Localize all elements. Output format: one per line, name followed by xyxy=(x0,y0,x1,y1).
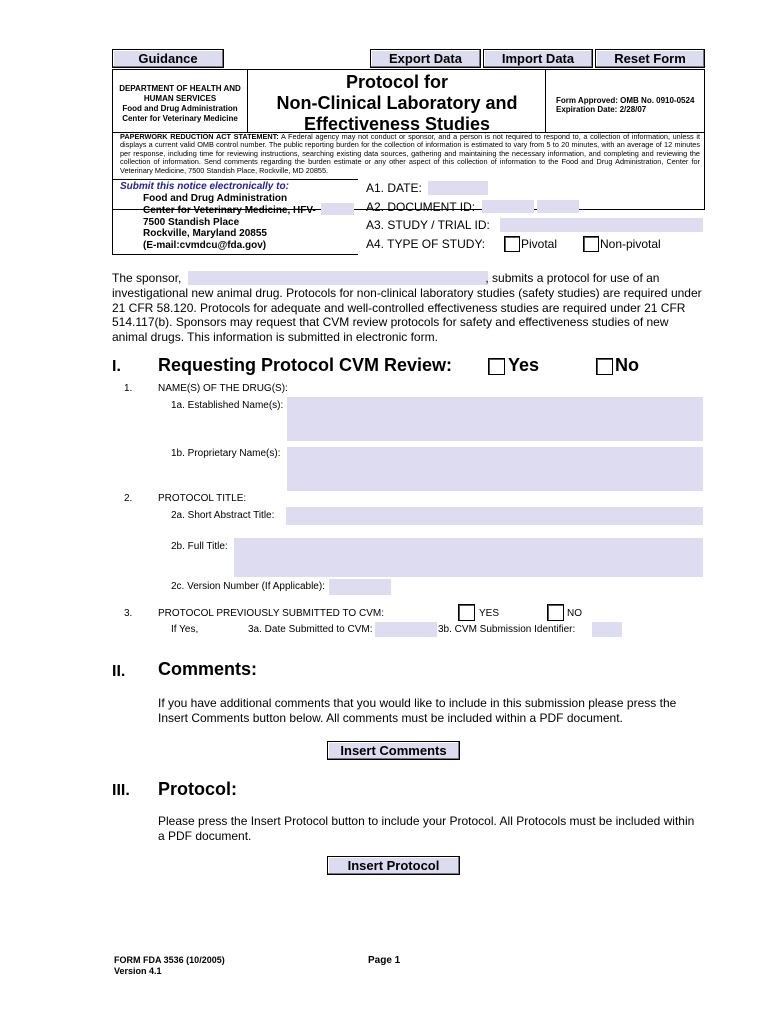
item2-number: 2. xyxy=(124,493,133,504)
paperwork-statement xyxy=(120,133,700,175)
nonpivotal-checkbox[interactable] xyxy=(583,236,599,252)
submit-heading: Submit this notice electronically to: xyxy=(120,181,289,192)
dept-line1: DEPARTMENT OF HEALTH AND xyxy=(119,84,241,93)
section3-number: III. xyxy=(112,782,130,799)
title-line3: Effectiveness Studies xyxy=(303,114,491,134)
insert-comments-button[interactable]: Insert Comments xyxy=(327,741,460,760)
submit-line1: Food and Drug Administration xyxy=(143,193,288,204)
submitted-yes-label: YES xyxy=(479,608,500,619)
reset-form-button[interactable]: Reset Form xyxy=(595,49,705,68)
omb-number: Form Approved: OMB No. 0910-0524 xyxy=(556,96,695,105)
form-version: Version 4.1 xyxy=(114,966,162,976)
guidance-button[interactable]: Guidance xyxy=(112,49,224,68)
pivotal-checkbox[interactable] xyxy=(504,236,520,252)
section2-title: Comments: xyxy=(158,659,258,679)
dept-line2: HUMAN SERVICES xyxy=(143,94,217,103)
item3-label: PROTOCOL PREVIOUSLY SUBMITTED TO CVM: xyxy=(158,608,384,619)
title-line2: Non-Clinical Laboratory and xyxy=(276,93,518,113)
import-data-button[interactable]: Import Data xyxy=(483,49,593,68)
study-id-field[interactable] xyxy=(500,218,703,232)
full-title-label: 2b. Full Title: xyxy=(171,541,228,552)
submit-line4: Rockville, Maryland 20855 xyxy=(143,228,267,240)
review-no-checkbox[interactable] xyxy=(596,358,613,375)
document-id-field-1[interactable] xyxy=(482,200,534,213)
review-yes-checkbox[interactable] xyxy=(488,358,505,375)
insert-protocol-button[interactable]: Insert Protocol xyxy=(327,856,460,875)
section3-title: Protocol: xyxy=(158,779,237,799)
date-submitted-label: 3a. Date Submitted to CVM: xyxy=(248,624,373,635)
submit-line5: (E-mail:cvmdcu@fda.gov) xyxy=(143,240,267,252)
study-type-label: A4. TYPE OF STUDY: xyxy=(366,237,486,251)
expiration-date: Expiration Date: 2/28/07 xyxy=(556,105,647,114)
date-submitted-field[interactable] xyxy=(375,622,437,637)
document-id-label: A2. DOCUMENT ID: xyxy=(366,200,476,214)
if-yes-label: If Yes, xyxy=(171,624,199,635)
comments-instructions: If you have additional comments that you would like to include in this submission please press the Insert Comments button below. All comments must be included within a PDF document. xyxy=(158,696,677,725)
item2-label: PROTOCOL TITLE: xyxy=(158,493,247,504)
header-divider-left xyxy=(247,69,248,132)
short-title-label: 2a. Short Abstract Title: xyxy=(171,510,275,521)
short-title-field[interactable] xyxy=(286,507,703,525)
date-label: A1. DATE: xyxy=(366,181,422,195)
submit-line3: 7500 Standish Place xyxy=(143,216,240,228)
page-number: Page 1 xyxy=(368,955,401,966)
form-number: FORM FDA 3536 (10/2005) xyxy=(114,955,225,965)
item3-number: 3. xyxy=(124,608,133,619)
footer-form-info xyxy=(114,955,225,977)
submission-id-label: 3b. CVM Submission Identifier: xyxy=(438,624,576,635)
full-title-field[interactable] xyxy=(234,538,703,577)
pivotal-label: Pivotal xyxy=(521,237,558,251)
section2-number: II. xyxy=(112,663,126,680)
version-number-field[interactable] xyxy=(329,579,391,595)
paperwork-heading: PAPERWORK REDUCTION ACT STATEMENT: xyxy=(120,132,279,141)
submit-line2: Center for Veterinary Medicine, HFV- xyxy=(143,204,316,216)
item1-label: NAME(S) OF THE DRUG(S): xyxy=(158,383,288,394)
sponsor-prefix: The sponsor, xyxy=(112,271,182,285)
hfv-number-field[interactable] xyxy=(321,203,354,215)
submitted-yes-checkbox[interactable] xyxy=(458,604,475,621)
sponsor-text: , submits a protocol for use of an investigational new animal drug. Protocols for non-clinical laboratory studies (safety studies) are required under 21 CFR 58.120. Protocols for adequate and well-controlled effectiveness studies are required under 21 CFR 514.117(b). Sponsors may request that CVM review protocols for safety and effectiveness studies of new animal drugs. This information is submitted in electronic form. xyxy=(112,271,702,345)
established-name-field[interactable] xyxy=(287,397,703,441)
submit-address xyxy=(143,193,316,252)
study-id-label: A3. STUDY / TRIAL ID: xyxy=(366,218,490,232)
dept-line3: Food and Drug Administration xyxy=(122,104,238,113)
paperwork-text: A Federal agency may not conduct or sponsor, and a person is not required to respond to, a collection of information, unless it displays a current valid OMB control number. The public reporting burden for the collection of information is estimated to vary from 5 to 20 minutes, with an average of 12 minutes per response, including time for reviewing instructions, searching existing data sources, gathering and maintaining the necessary information, and completing and reviewing the collection of information. Send comments regarding the burden estimate or any other aspect of this collection of information to the Food and Drug Administration, Center for Veterinary Medicine, 7500 Standish Place, Rockville, MD 20855. xyxy=(120,132,700,175)
submitted-no-label: NO xyxy=(567,608,582,619)
department-block xyxy=(114,84,246,124)
proprietary-name-field[interactable] xyxy=(287,447,703,491)
submitted-no-checkbox[interactable] xyxy=(547,604,564,621)
export-data-button[interactable]: Export Data xyxy=(370,49,481,68)
document-id-field-2[interactable] xyxy=(537,200,579,213)
review-yes-label: Yes xyxy=(508,355,540,375)
established-name-label: 1a. Established Name(s): xyxy=(171,400,284,411)
date-field[interactable] xyxy=(428,181,488,195)
protocol-instructions: Please press the Insert Protocol button to include your Protocol. All Protocols must be included within a PDF document. xyxy=(158,814,695,843)
section1-title: Requesting Protocol CVM Review: xyxy=(158,355,453,375)
version-number-label: 2c. Version Number (If Applicable): xyxy=(171,581,325,592)
item1-number: 1. xyxy=(124,383,133,394)
dept-line4: Center for Veterinary Medicine xyxy=(122,114,238,123)
submission-id-field[interactable] xyxy=(592,622,622,637)
title-line1: Protocol for xyxy=(346,72,448,92)
header-divider-right xyxy=(545,69,546,132)
section1-number: I. xyxy=(112,358,121,375)
omb-block xyxy=(556,96,694,114)
sponsor-paragraph xyxy=(112,271,702,345)
proprietary-name-label: 1b. Proprietary Name(s): xyxy=(171,448,281,459)
nonpivotal-label: Non-pivotal xyxy=(600,237,661,251)
form-title xyxy=(250,72,544,135)
review-no-label: No xyxy=(615,355,639,375)
